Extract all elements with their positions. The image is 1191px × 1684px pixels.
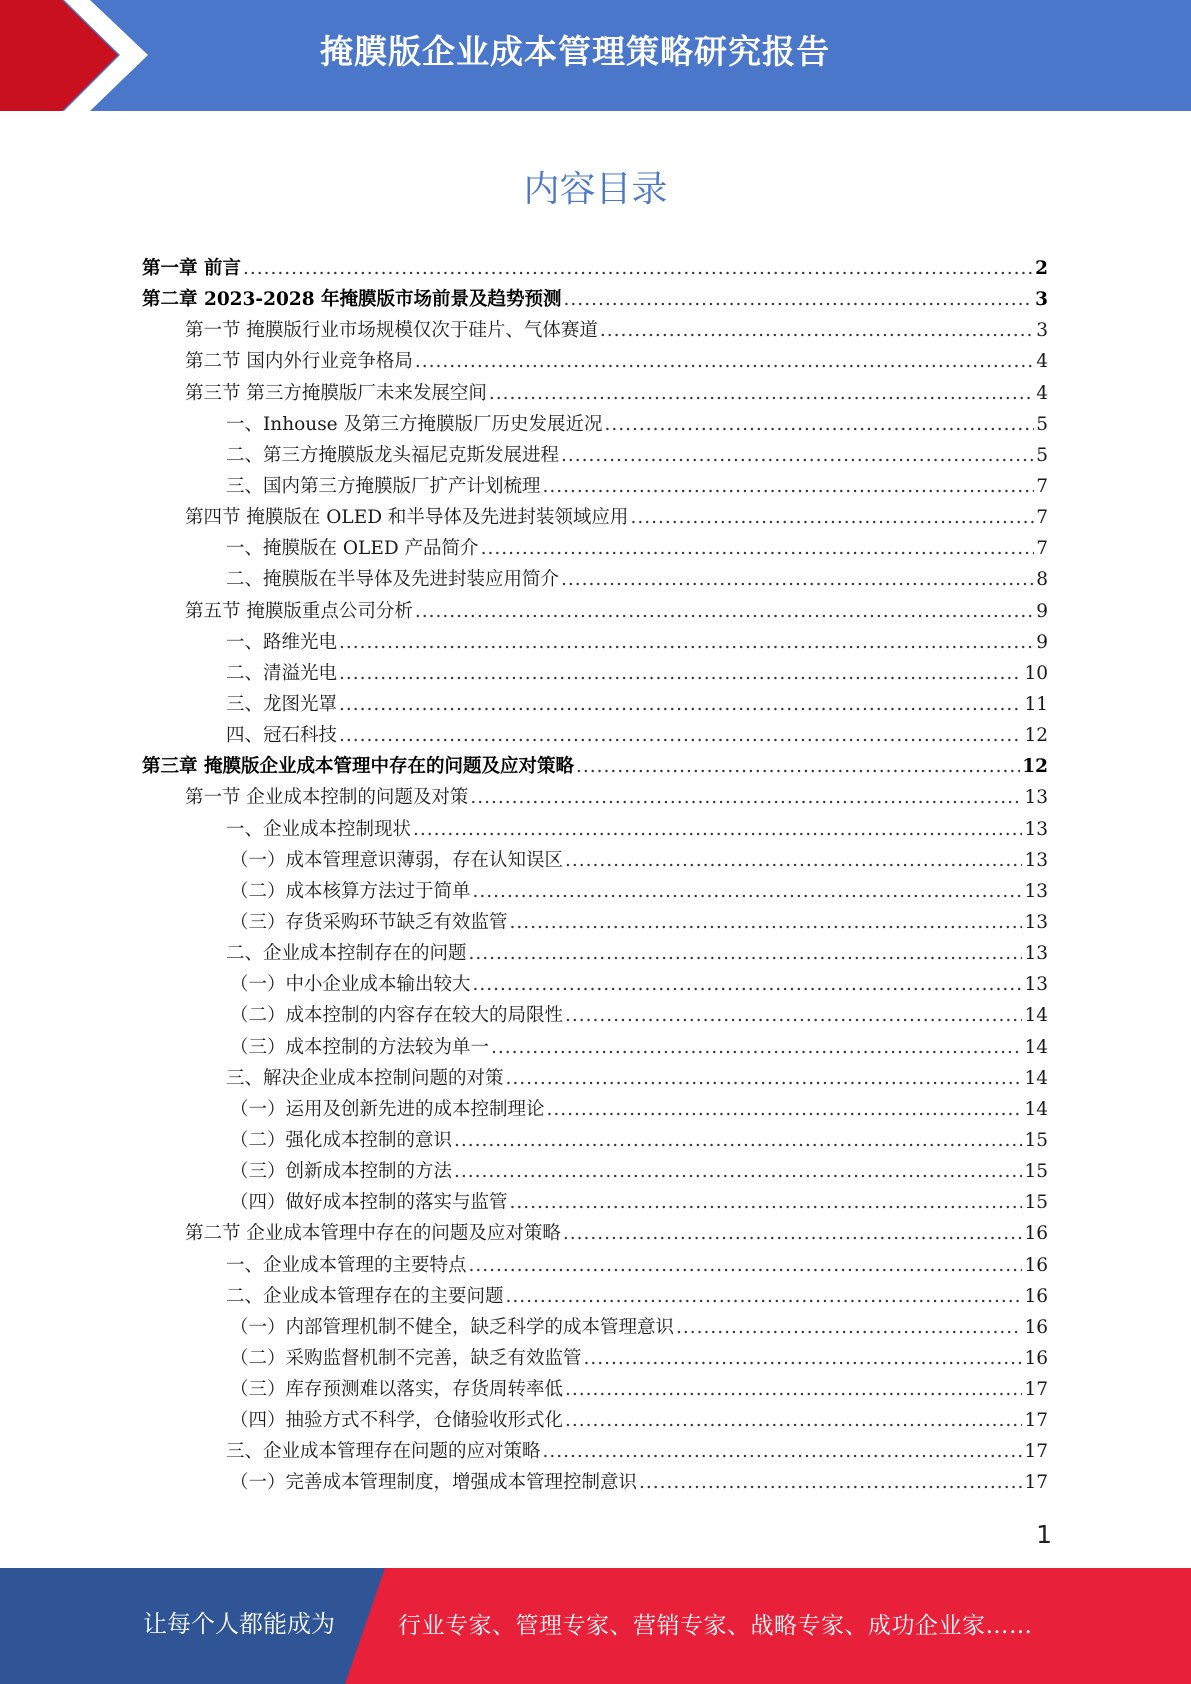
toc-entry-title: 二、企业成本控制存在的问题	[226, 943, 467, 965]
toc-entry-title: 一、路维光电	[226, 631, 338, 653]
toc-entry[interactable]	[142, 1063, 1048, 1094]
toc-entry[interactable]	[142, 1467, 1048, 1498]
toc-entry-title: （二）强化成本控制的意识	[230, 1129, 453, 1151]
toc-entry-page: 17	[1024, 1379, 1048, 1401]
toc-entry-page: 4	[1036, 382, 1048, 404]
toc-entry[interactable]	[142, 876, 1048, 907]
toc-entry[interactable]	[142, 440, 1048, 471]
toc-entry-title: 二、第三方掩膜版龙头福尼克斯发展进程	[226, 444, 560, 466]
toc-entry-page: 2	[1035, 258, 1048, 279]
toc-entry-page: 4	[1036, 351, 1048, 373]
footer-slogan-left: 让每个人都能成为	[143, 1610, 335, 1638]
toc-dot-leader	[563, 1218, 1023, 1249]
toc-dot-leader	[561, 440, 1034, 471]
toc-entry[interactable]	[142, 689, 1048, 720]
toc-entry-page: 7	[1036, 475, 1048, 497]
toc-entry-title: （一）内部管理机制不健全，缺乏科学的成本管理意识	[230, 1316, 675, 1338]
toc-dot-leader	[510, 1187, 1023, 1218]
toc-dot-leader	[413, 814, 1022, 845]
toc-entry-title: （二）成本核算方法过于简单	[230, 880, 471, 902]
toc-dot-leader	[639, 1467, 1022, 1498]
toc-entry-title: 一、企业成本管理的主要特点	[226, 1254, 467, 1276]
toc-entry-title: 三、龙图光罩	[226, 693, 338, 715]
toc-entry[interactable]	[142, 1436, 1048, 1467]
toc-entry-page: 13	[1024, 849, 1048, 871]
toc-dot-leader	[565, 1000, 1022, 1031]
toc-dot-leader	[481, 533, 1035, 564]
toc-entry-title: （三）成本控制的方法较为单一	[230, 1036, 490, 1058]
toc-dot-leader	[489, 378, 1034, 409]
toc-entry[interactable]	[142, 533, 1048, 564]
toc-dot-leader	[506, 1281, 1023, 1312]
toc-entry-page: 13	[1024, 911, 1048, 933]
toc-entry-title: （二）采购监督机制不完善，缺乏有效监管	[230, 1347, 582, 1369]
toc-entry-page: 17	[1024, 1472, 1048, 1494]
toc-entry-title: 第三章 掩膜版企业成本管理中存在的问题及应对策略	[142, 756, 574, 778]
toc-entry[interactable]	[142, 315, 1048, 346]
toc-entry-title: 二、掩膜版在半导体及先进封装应用简介	[226, 569, 560, 591]
toc-entry-page: 8	[1036, 569, 1048, 591]
toc-heading: 内容目录	[523, 169, 668, 210]
toc-entry[interactable]	[142, 1312, 1048, 1343]
toc-entry-title: （一）中小企业成本输出较大	[230, 974, 471, 996]
toc-entry[interactable]	[142, 1125, 1048, 1156]
toc-dot-leader	[415, 346, 1034, 377]
toc-entry-title: （三）创新成本控制的方法	[230, 1161, 453, 1183]
toc-entry-title: 第二章 2023-2028 年掩膜版市场前景及趋势预测	[142, 289, 562, 311]
toc-entry-page: 16	[1024, 1285, 1048, 1307]
toc-dot-leader	[630, 502, 1034, 533]
page-footer	[0, 1568, 1191, 1684]
toc-entry[interactable]	[142, 253, 1048, 284]
toc-dot-leader	[547, 1094, 1023, 1125]
toc-entry-title: 第一章 前言	[142, 258, 241, 279]
toc-entry[interactable]	[142, 1187, 1048, 1218]
toc-entry-title: （一）成本管理意识薄弱，存在认知误区	[230, 849, 564, 871]
toc-entry-page: 13	[1024, 974, 1048, 996]
toc-dot-leader	[506, 1063, 1023, 1094]
toc-dot-leader	[543, 1436, 1023, 1467]
toc-entry[interactable]	[142, 1156, 1048, 1187]
toc-entry[interactable]	[142, 814, 1048, 845]
toc-entry-title: 三、解决企业成本控制问题的对策	[226, 1067, 504, 1089]
toc-dot-leader	[243, 253, 1033, 284]
toc-entry-title: （一）完善成本管理制度，增强成本管理控制意识	[230, 1472, 638, 1494]
toc-entry[interactable]	[142, 1218, 1048, 1249]
toc-dot-leader	[339, 658, 1022, 689]
toc-entry-page: 11	[1024, 693, 1048, 715]
toc-entry-title: 二、清溢光电	[226, 662, 338, 684]
toc-entry-page: 5	[1036, 444, 1048, 466]
toc-entry-title: 第三节 第三方掩膜版厂未来发展空间	[185, 382, 487, 404]
toc-dot-leader	[473, 969, 1023, 1000]
toc-entry-page: 16	[1024, 1316, 1048, 1338]
toc-dot-leader	[454, 1125, 1022, 1156]
toc-entry-page: 13	[1024, 880, 1048, 902]
toc-entry-page: 13	[1024, 943, 1048, 965]
toc-entry[interactable]	[142, 1343, 1048, 1374]
toc-entry-page: 15	[1024, 1129, 1048, 1151]
toc-entry-page: 7	[1036, 507, 1048, 529]
toc-entry[interactable]	[142, 1281, 1048, 1312]
toc-entry[interactable]	[142, 409, 1048, 440]
toc-dot-leader	[565, 845, 1022, 876]
toc-entry-title: （四）做好成本控制的落实与监管	[230, 1192, 508, 1214]
toc-entry[interactable]	[142, 1000, 1048, 1031]
toc-entry-page: 17	[1024, 1410, 1048, 1432]
toc-dot-leader	[676, 1312, 1022, 1343]
toc-entry-title: 第四节 掩膜版在 OLED 和半导体及先进封装领域应用	[185, 507, 629, 529]
toc-dot-leader	[491, 1032, 1022, 1063]
toc-dot-leader	[600, 315, 1034, 346]
page-number: 1	[1036, 1520, 1052, 1549]
toc-dot-leader	[339, 720, 1022, 751]
toc-entry[interactable]	[142, 564, 1048, 595]
toc-dot-leader	[565, 1405, 1022, 1436]
toc-entry-title: 第二节 国内外行业竞争格局	[185, 351, 413, 373]
toc-dot-leader	[415, 596, 1034, 627]
toc-entry[interactable]	[142, 1094, 1048, 1125]
report-title: 掩膜版企业成本管理策略研究报告	[320, 32, 830, 71]
toc-entry-title: 四、冠石科技	[226, 725, 338, 747]
toc-dot-leader	[473, 876, 1023, 907]
toc-entry[interactable]	[142, 907, 1048, 938]
toc-entry-title: （三）库存预测难以落实，存货周转率低	[230, 1379, 564, 1401]
toc-entry-page: 15	[1024, 1161, 1048, 1183]
toc-entry-page: 14	[1024, 1036, 1048, 1058]
toc-dot-leader	[576, 751, 1020, 782]
toc-entry-title: 第一节 企业成本控制的问题及对策	[185, 787, 469, 809]
toc-entry-title: 一、Inhouse 及第三方掩膜版厂历史发展近况	[226, 413, 603, 435]
toc-entry[interactable]	[142, 378, 1048, 409]
toc-entry-title: （二）成本控制的内容存在较大的局限性	[230, 1005, 564, 1027]
toc-entry[interactable]	[142, 1405, 1048, 1436]
toc-dot-leader	[339, 689, 1022, 720]
toc-entry-page: 13	[1024, 818, 1048, 840]
toc-dot-leader	[565, 1374, 1022, 1405]
toc-entry-title: 一、掩膜版在 OLED 产品简介	[226, 538, 479, 560]
toc-entry-page: 14	[1024, 1067, 1048, 1089]
toc-entry-title: 第五节 掩膜版重点公司分析	[185, 600, 413, 622]
toc-entry-page: 7	[1036, 538, 1048, 560]
toc-entry[interactable]	[142, 845, 1048, 876]
toc-entry[interactable]	[142, 751, 1048, 782]
toc-entry[interactable]	[142, 1032, 1048, 1063]
toc-entry[interactable]	[142, 471, 1048, 502]
toc-entry-page: 3	[1035, 289, 1048, 311]
toc-dot-leader	[543, 471, 1035, 502]
toc-entry-page: 3	[1036, 320, 1048, 342]
toc-entry-title: 三、国内第三方掩膜版厂扩产计划梳理	[226, 475, 541, 497]
toc-entry-title: 第一节 掩膜版行业市场规模仅次于硅片、气体赛道	[185, 320, 598, 342]
toc-dot-leader	[584, 1343, 1023, 1374]
toc-dot-leader	[561, 564, 1034, 595]
toc-entry-page: 9	[1036, 600, 1048, 622]
toc-entry-title: （三）存货采购环节缺乏有效监管	[230, 911, 508, 933]
toc-entry-page: 12	[1022, 756, 1048, 778]
toc-entry-title: （一）运用及创新先进的成本控制理论	[230, 1098, 545, 1120]
toc-entry-title: 一、企业成本控制现状	[226, 818, 412, 840]
toc-entry-page: 14	[1024, 1098, 1048, 1120]
toc-entry[interactable]	[142, 502, 1048, 533]
toc-entry[interactable]	[142, 720, 1048, 751]
toc-entry-page: 5	[1036, 413, 1048, 435]
toc-entry[interactable]	[142, 346, 1048, 377]
toc-entry[interactable]	[142, 782, 1048, 813]
toc-entry[interactable]	[142, 284, 1048, 315]
toc-dot-leader	[605, 409, 1035, 440]
toc-entry-page: 9	[1036, 631, 1048, 653]
toc-entry-page: 13	[1024, 787, 1048, 809]
toc-entry-page: 15	[1024, 1192, 1048, 1214]
toc-entry-page: 17	[1024, 1441, 1048, 1463]
table-of-contents	[142, 253, 1048, 1499]
toc-entry-page: 16	[1024, 1223, 1048, 1245]
toc-entry[interactable]	[142, 596, 1048, 627]
toc-dot-leader	[339, 627, 1034, 658]
toc-entry-page: 14	[1024, 1005, 1048, 1027]
toc-entry-page: 16	[1024, 1347, 1048, 1369]
toc-entry-title: 第二节 企业成本管理中存在的问题及应对策略	[185, 1223, 561, 1245]
toc-dot-leader	[564, 284, 1034, 315]
toc-dot-leader	[454, 1156, 1022, 1187]
toc-entry[interactable]	[142, 1374, 1048, 1405]
toc-dot-leader	[470, 782, 1022, 813]
toc-entry[interactable]	[142, 658, 1048, 689]
toc-entry[interactable]	[142, 969, 1048, 1000]
toc-entry[interactable]	[142, 938, 1048, 969]
footer-slogan-right: 行业专家、管理专家、营销专家、战略专家、成功企业家……	[398, 1613, 1033, 1639]
toc-dot-leader	[469, 1250, 1023, 1281]
toc-entry-title: 三、企业成本管理存在问题的应对策略	[226, 1441, 541, 1463]
toc-entry[interactable]	[142, 627, 1048, 658]
toc-entry-page: 12	[1024, 725, 1048, 747]
toc-dot-leader	[469, 938, 1023, 969]
toc-entry-page: 16	[1024, 1254, 1048, 1276]
toc-entry-title: （四）抽验方式不科学，仓储验收形式化	[230, 1410, 564, 1432]
toc-entry-title: 二、企业成本管理存在的主要问题	[226, 1285, 504, 1307]
page-header	[0, 0, 1191, 111]
toc-dot-leader	[510, 907, 1023, 938]
toc-entry[interactable]	[142, 1250, 1048, 1281]
toc-entry-page: 10	[1024, 662, 1048, 684]
